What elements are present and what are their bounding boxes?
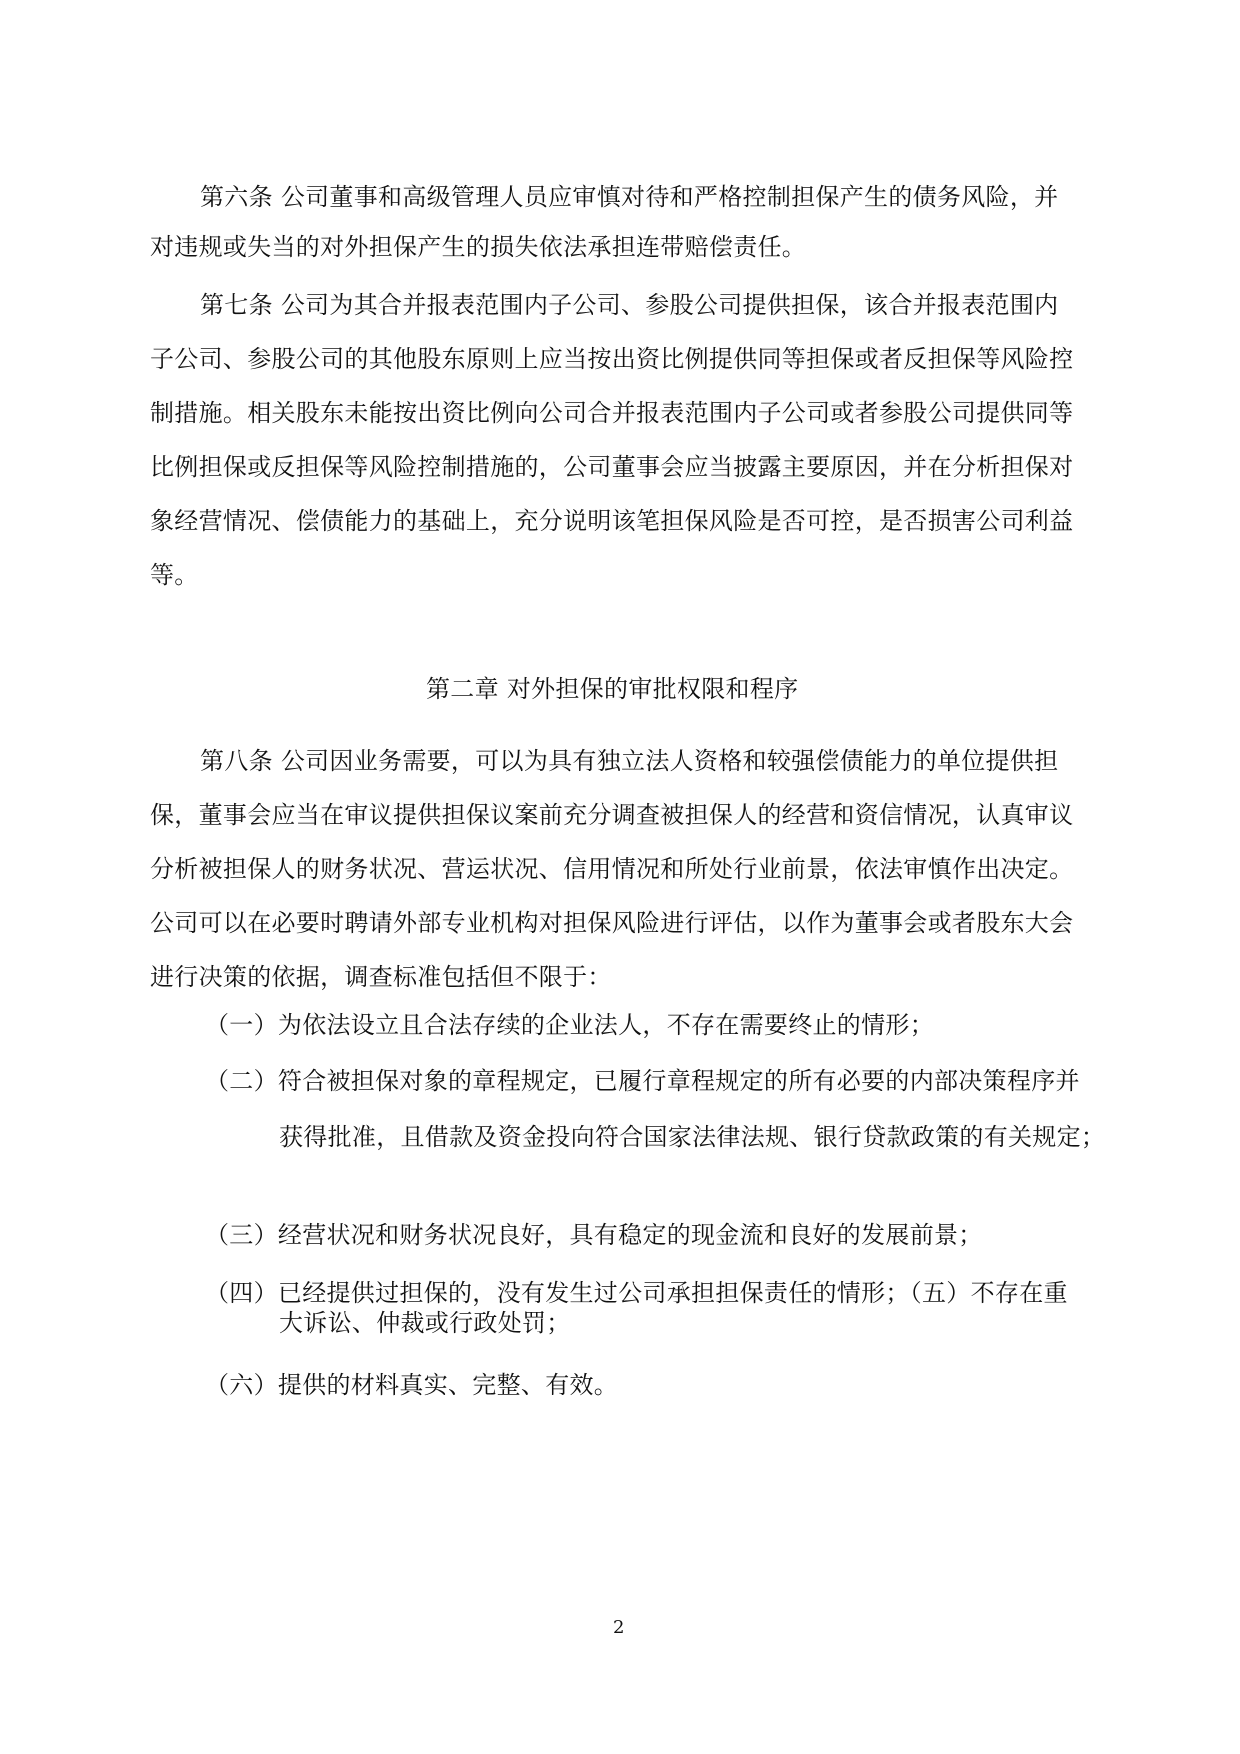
article-8-line-2: 保，董事会应当在审议提供担保议案前充分调查被担保人的经营和资信情况，认真审议 (150, 801, 1074, 829)
article-7-line-2: 子公司、参股公司的其他股东原则上应当按出资比例提供同等担保或者反担保等风险控 (150, 345, 1074, 373)
article-8-line-1: 第八条 公司因业务需要，可以为具有独立法人资格和较强偿债能力的单位提供担 (200, 747, 1059, 775)
criteria-item-1: （一）为依法设立且合法存续的企业法人，不存在需要终止的情形； (205, 1011, 934, 1039)
criteria-item-4-line-2: 大诉讼、仲裁或行政处罚； (279, 1309, 571, 1337)
article-7-line-1: 第七条 公司为其合并报表范围内子公司、参股公司提供担保，该合并报表范围内 (200, 291, 1059, 319)
criteria-item-6: （六）提供的材料真实、完整、有效。 (205, 1371, 619, 1399)
article-7-line-3: 制措施。相关股东未能按出资比例向公司合并报表范围内子公司或者参股公司提供同等 (150, 399, 1074, 427)
criteria-item-4-line-1: （四）已经提供过担保的，没有发生过公司承担担保责任的情形；（五）不存在重 (205, 1279, 1068, 1307)
article-8-line-5: 进行决策的依据，调查标准包括但不限于： (150, 963, 612, 991)
criteria-item-3: （三）经营状况和财务状况良好，具有稳定的现金流和良好的发展前景； (205, 1221, 983, 1249)
article-8-line-3: 分析被担保人的财务状况、营运状况、信用情况和所处行业前景，依法审慎作出决定。 (150, 855, 1074, 883)
article-7-line-4: 比例担保或反担保等风险控制措施的，公司董事会应当披露主要原因，并在分析担保对 (150, 453, 1074, 481)
criteria-item-2-line-2: 获得批准，且借款及资金投向符合国家法律法规、银行贷款政策的有关规定； (279, 1123, 1106, 1151)
article-7-line-5: 象经营情况、偿债能力的基础上，充分说明该笔担保风险是否可控，是否损害公司利益 (150, 507, 1074, 535)
page-number: 2 (613, 1617, 625, 1638)
article-6-line-2: 对违规或失当的对外担保产生的损失依法承担连带赔偿责任。 (150, 233, 807, 261)
criteria-item-2-line-1: （二）符合被担保对象的章程规定，已履行章程规定的所有必要的内部决策程序并 (205, 1067, 1080, 1095)
chapter-2-title: 第二章 对外担保的审批权限和程序 (426, 675, 799, 703)
article-6-line-1: 第六条 公司董事和高级管理人员应审慎对待和严格控制担保产生的债务风险，并 (200, 183, 1059, 211)
article-7-line-6: 等。 (150, 561, 199, 589)
article-8-line-4: 公司可以在必要时聘请外部专业机构对担保风险进行评估，以作为董事会或者股东大会 (150, 909, 1074, 937)
